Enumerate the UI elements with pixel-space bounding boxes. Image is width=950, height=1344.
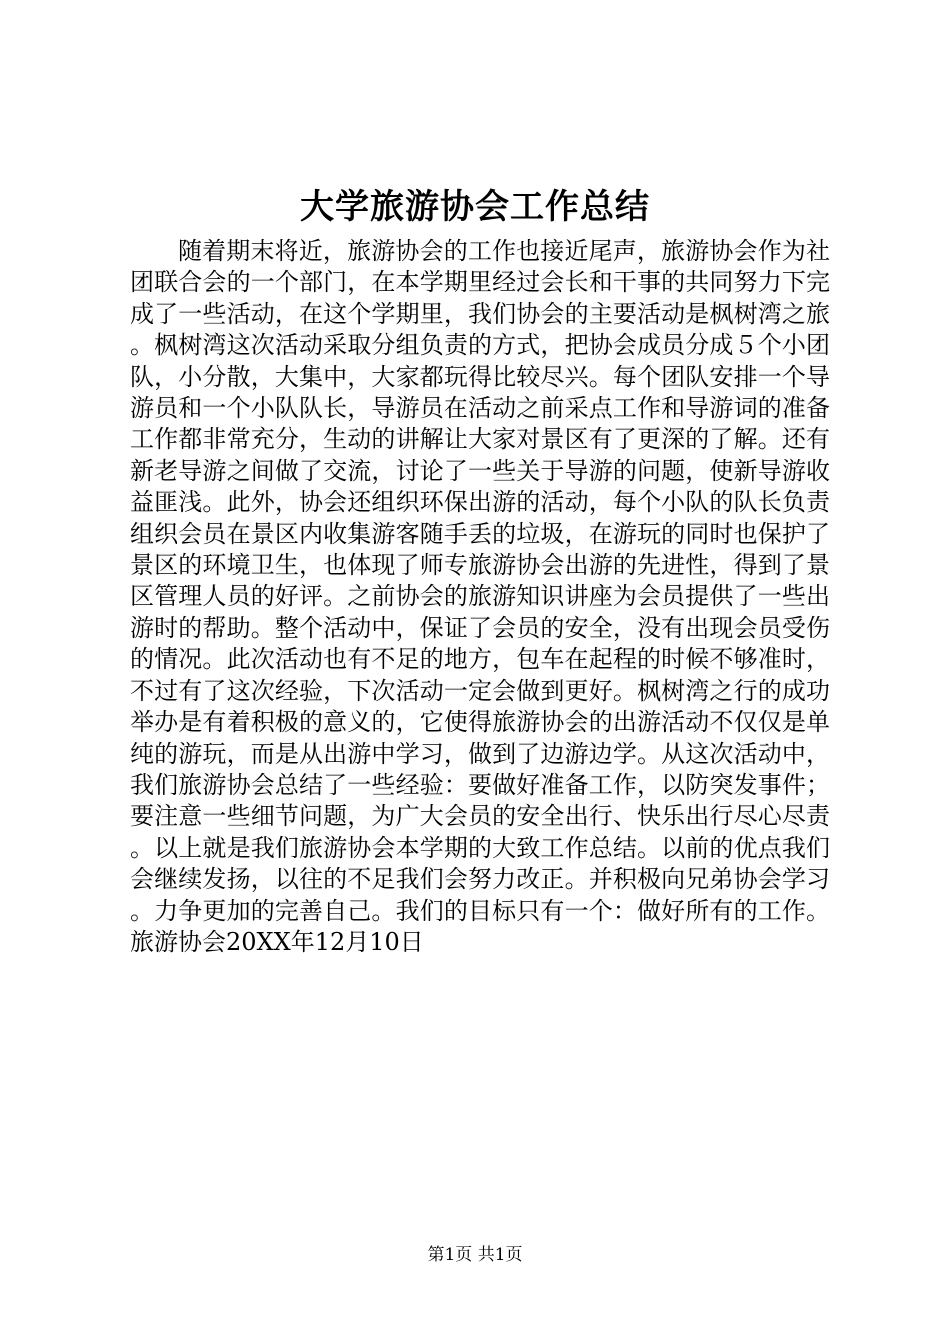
page-number-footer: 第1页 共1页: [427, 1245, 523, 1265]
document-title: 大学旅游协会工作总结: [300, 187, 650, 227]
document-body: 随着期末将近，旅游协会的工作也接近尾声，旅游协会作为社团联合会的一个部门，在本学期里经过会长和干事的共同努力下完成了一些活动，在这个学期里，我们协会的主要活动是枫树湾之旅。枫树湾这次活动采取分组负责的方式，把协会成员分成５个小团队，小分散，大集中，大家都玩得比较尽兴。每个团队安排一个导游员和一个小队队长，导游员在活动之前采点工作和导游词的准备工作都非常充分，生动的讲解让大家对景区有了更深的了解。还有新老导游之间做了交流，讨论了一些关于导游的问题，使新导游收益匪浅。此外，协会还组织环保出游的活动，每个小队的队长负责组织会员在景区内收集游客随手丢的垃圾，在游玩的同时也保护了景区的环境卫生，也体现了师专旅游协会出游的先进性，得到了景区管理人员的好评。之前协会的旅游知识讲座为会员提供了一些出游时的帮助。整个活动中，保证了会员的安全，没有出现会员受伤的情况。此次活动也有不足的地方，包车在起程的时候不够准时，不过有了这次经验，下次活动一定会做到更好。枫树湾之行的成功举办是有着积极的意义的，它使得旅游协会的出游活动不仅仅是单纯的游玩，而是从出游中学习，做到了边游边学。从这次活动中，我们旅游协会总结了一些经验：要做好准备工作，以防突发事件；要注意一些细节问题，为广大会员的安全出行、快乐出行尽心尽责。以上就是我们旅游协会本学期的大致工作总结。以前的优点我们会继续发扬，以往的不足我们会努力改正。并积极向兄弟协会学习。力争更加的完善自己。我们的目标只有一个：做好所有的工作。旅游协会20XX年12月10日: [130, 237, 830, 956]
